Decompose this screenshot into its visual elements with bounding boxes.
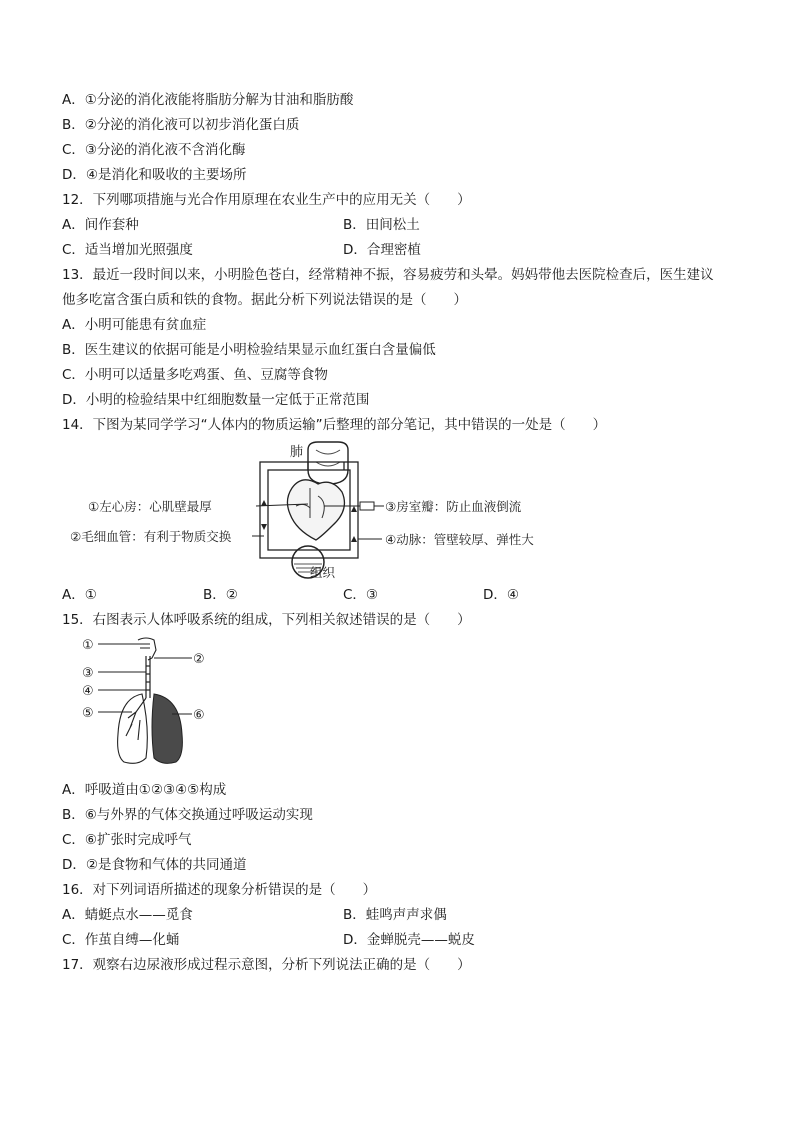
q14-option-a: A．①	[62, 587, 97, 603]
q15-option-c: C．⑥扩张时完成呼气	[62, 832, 192, 848]
q11-option-b: B．②分泌的消化液可以初步消化蛋白质	[62, 117, 300, 133]
q13-option-c: C．小明可以适量多吃鸡蛋、鱼、豆腐等食物	[62, 367, 328, 383]
q12-option-c: C．适当增加光照强度	[62, 242, 193, 258]
q15-option-a: A．呼吸道由①②③④⑤构成	[62, 782, 227, 798]
label-left-atrium: ①左心房：心肌壁最厚	[88, 499, 212, 514]
q13-stem-line1: 13．最近一段时间以来，小明脸色苍白，经常精神不振，容易疲劳和头晕。妈妈带他去医院检查后，医生建议	[62, 267, 714, 283]
q11-option-d: D．④是消化和吸收的主要场所	[62, 167, 247, 183]
q16-stem: 16．对下列词语所描述的现象分析错误的是（ ）	[62, 882, 377, 898]
q15-stem: 15．右图表示人体呼吸系统的组成，下列相关叙述错误的是（ ）	[62, 612, 471, 628]
q13-stem-line2: 他多吃富含蛋白质和铁的食物。据此分析下列说法错误的是（ ）	[62, 292, 467, 308]
label-4: ④	[82, 684, 94, 699]
head-shape	[138, 638, 156, 660]
q14-option-d: D．④	[483, 587, 519, 603]
q13-option-a: A．小明可能患有贫血症	[62, 317, 207, 333]
q13-option-b: B．医生建议的依据可能是小明检验结果显示血红蛋白含量偏低	[62, 342, 436, 358]
q14-option-c: C．③	[343, 587, 379, 603]
label-valve: ③房室瓣：防止血液倒流	[385, 499, 522, 514]
q12-option-b: B．田间松土	[343, 217, 420, 233]
q13-option-d: D．小明的检验结果中红细胞数量一定低于正常范围	[62, 392, 370, 408]
q16-option-c: C．作茧自缚—化蛹	[62, 932, 180, 948]
trachea-shape	[146, 656, 150, 698]
q14-stem: 14．下图为某同学学习“人体内的物质运输”后整理的部分笔记，其中错误的一处是（ ）	[62, 417, 607, 433]
q16-option-d: D．金蝉脱壳——蜕皮	[343, 932, 475, 948]
q14-option-b: B．②	[203, 587, 238, 603]
label-2: ②	[193, 652, 205, 667]
q15-option-d: D．②是食物和气体的共同通道	[62, 857, 247, 873]
circulation-diagram	[60, 440, 560, 580]
q16-option-a: A．蜻蜓点水——觅食	[62, 907, 193, 923]
label-6: ⑥	[193, 708, 205, 723]
left-lung-shape	[118, 694, 148, 763]
q11-option-a: A．①分泌的消化液能将脂肪分解为甘油和脂肪酸	[62, 92, 354, 108]
q12-option-d: D．合理密植	[343, 242, 421, 258]
label-5: ⑤	[82, 706, 94, 721]
right-lung-shape	[152, 694, 182, 763]
leader-lines	[98, 644, 192, 714]
q11-option-c: C．③分泌的消化液不含消化酶	[62, 142, 246, 158]
respiratory-diagram	[80, 636, 220, 766]
label-artery: ④动脉：管壁较厚、弹性大	[385, 532, 534, 547]
lung-shape	[308, 442, 348, 484]
q17-stem: 17．观察右边尿液形成过程示意图，分析下列说法正确的是（ ）	[62, 957, 471, 973]
label-capillary: ②毛细血管：有利于物质交换	[70, 529, 232, 544]
lung-label: 肺	[290, 445, 304, 460]
tissue-label: 组织	[310, 565, 336, 580]
q12-option-a: A．间作套种	[62, 217, 139, 233]
label-1: ①	[82, 638, 94, 653]
q16-option-b: B．蛙鸣声声求偶	[343, 907, 447, 923]
label-3: ③	[82, 666, 94, 681]
heart-shape	[287, 480, 344, 540]
q12-stem: 12．下列哪项措施与光合作用原理在农业生产中的应用无关（ ）	[62, 192, 471, 208]
q15-option-b: B．⑥与外界的气体交换通过呼吸运动实现	[62, 807, 313, 823]
